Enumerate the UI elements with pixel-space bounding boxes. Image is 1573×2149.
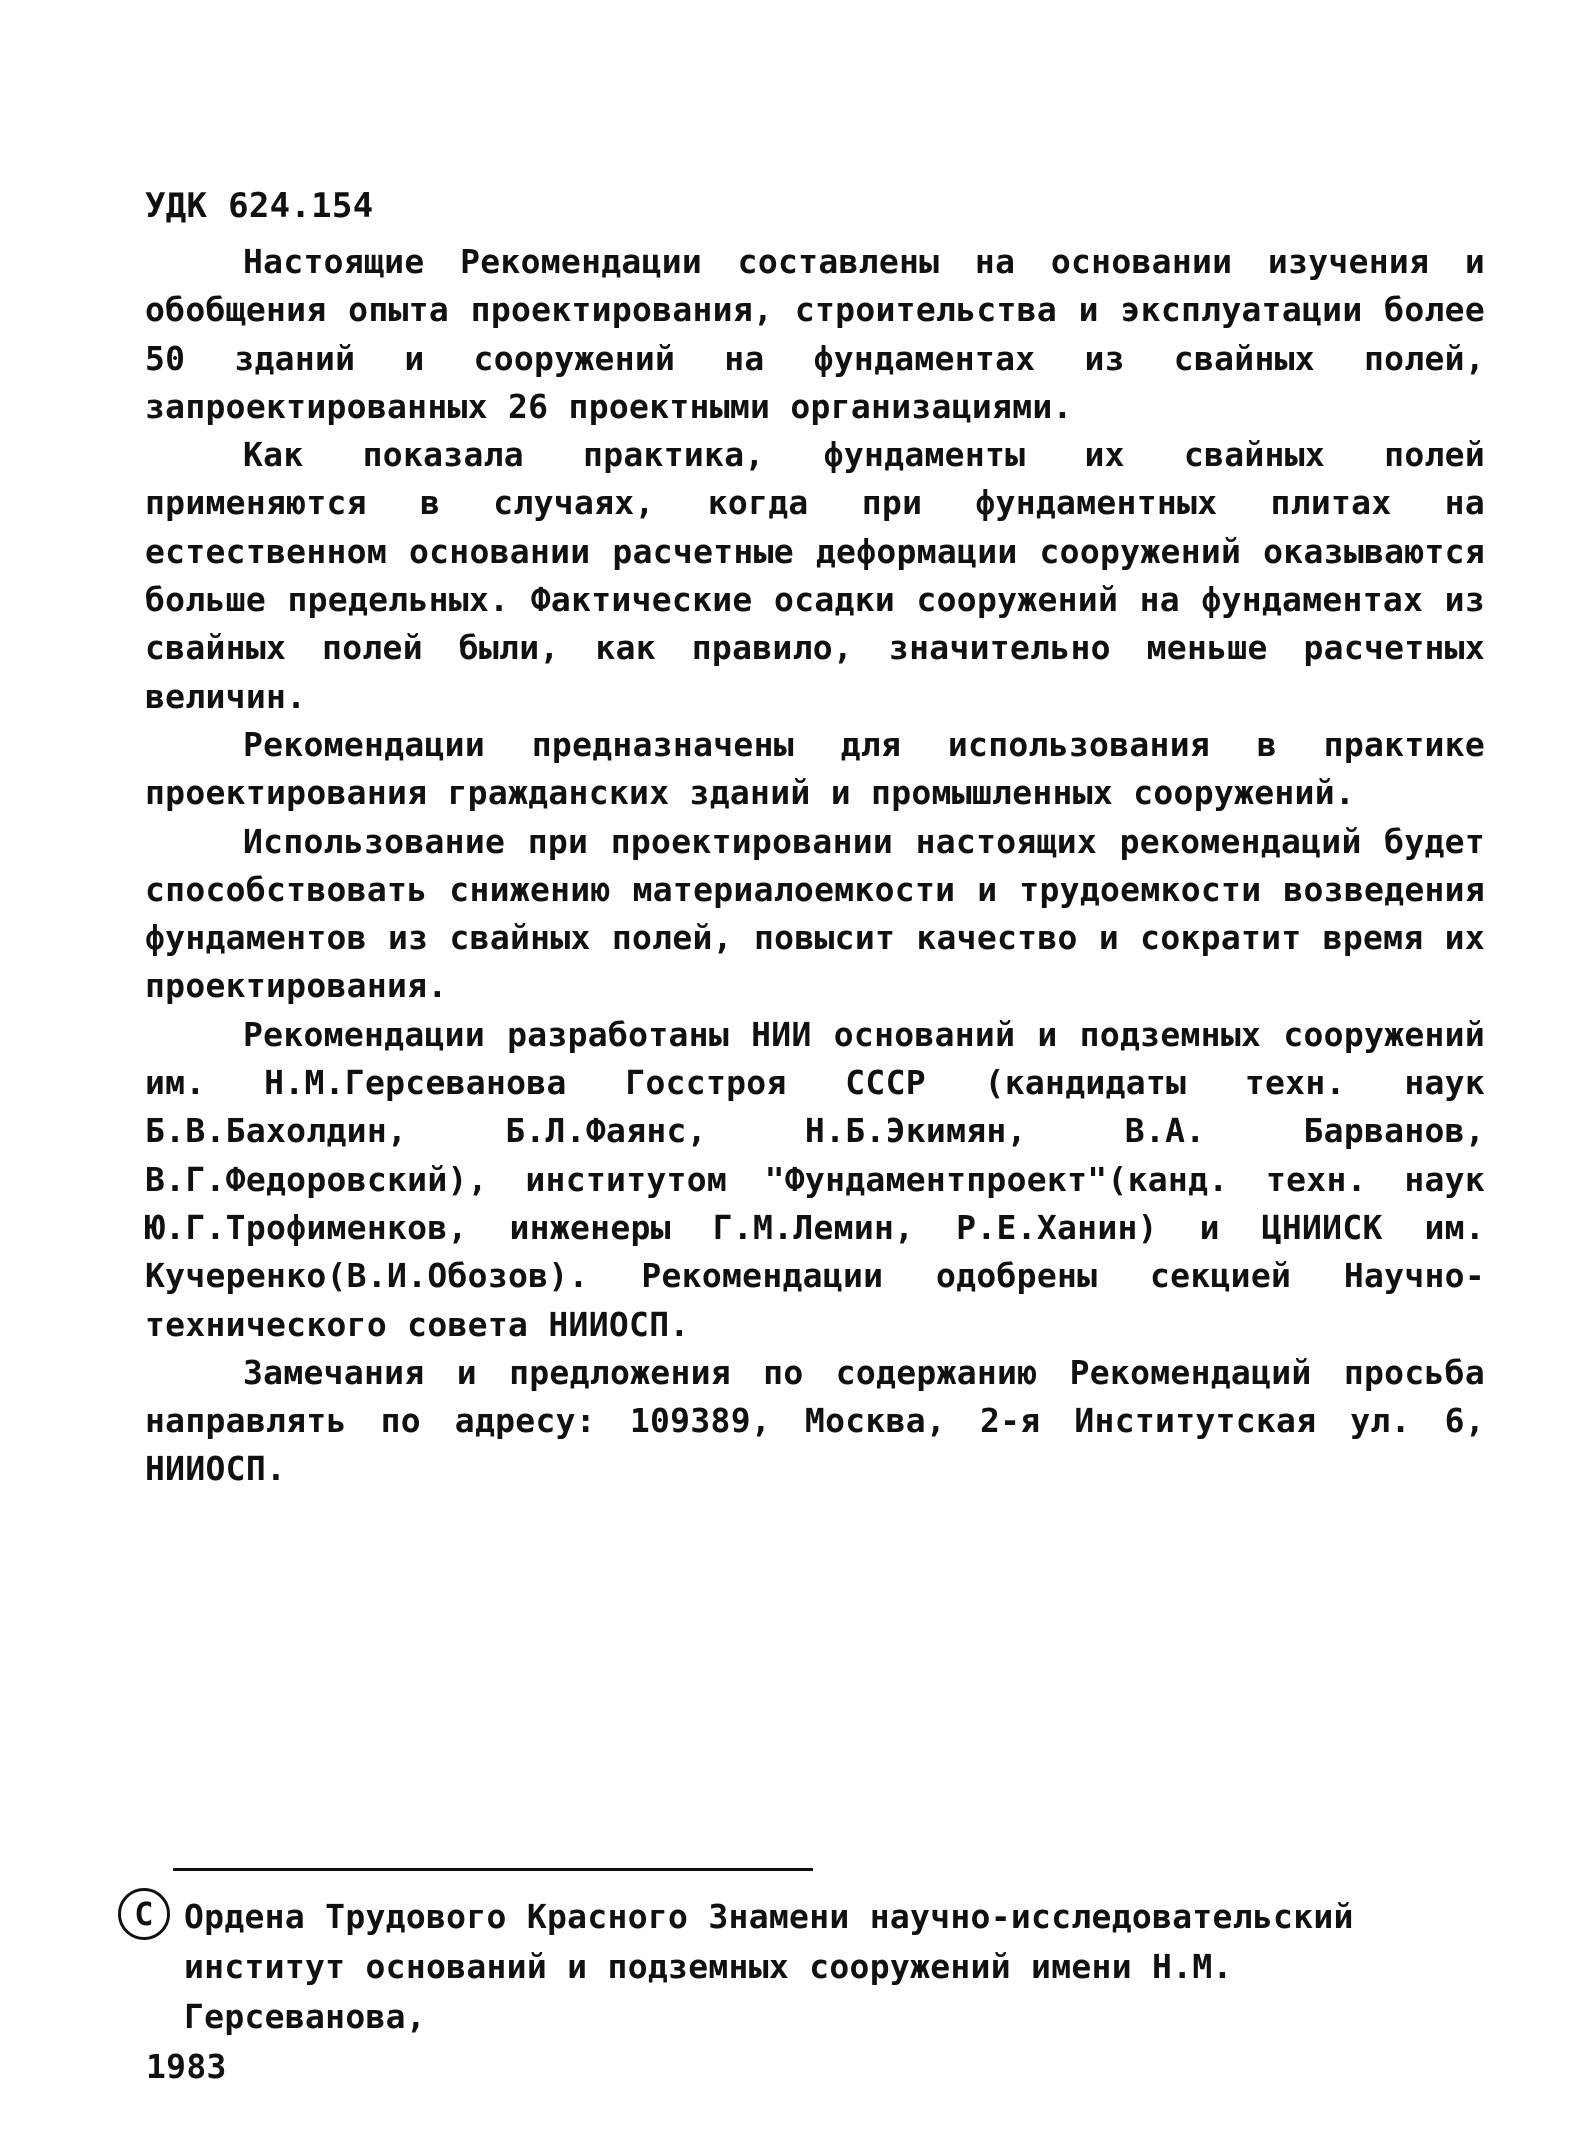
- paragraph-benefits: Использование при проектировании настоящих рекомендаций будет способствовать снижению материалоемкости и трудоемкости возведения фундаментов из свайных полей, повысит качество и сократит время их проектирования.: [145, 821, 1485, 1006]
- udc-code: УДК 624.154: [145, 186, 374, 226]
- copyright-year: 1983: [146, 2047, 227, 2086]
- copyright-text: [146, 1892, 1486, 2092]
- copyright-organization: Ордена Трудового Красного Знамени научно-исследовательский институт оснований и подземных сооружений имени Н.М. Герсеванова,: [184, 1897, 1354, 2036]
- paragraph-practice: Как показала практика, фундаменты их свайных полей применяются в случаях, когда при фундаментных плитах на естественном основании расчетные деформации сооружений оказываются больше предельных. Фактические осадки сооружений на фундаментах из свайных полей были, как правило, значительно меньше расчетных величин.: [145, 435, 1485, 716]
- copyright-icon: С: [118, 1888, 170, 1940]
- paragraph-authors: Рекомендации разработаны НИИ оснований и подземных сооружений им. Н.М.Герсеванова Госстроя СССР (кандидаты техн. наук Б.В.Бахолдин, Б.Л.Фаянс, Н.Б.Экимян, В.А. Барванов, В.Г.Федоровский), институтом "Фундаментпроект"(канд. техн. наук Ю.Г.Трофименков, инженеры Г.М.Лемин, Р.Е.Ханин) и ЦНИИСК им. Кучеренко(В.И.Обозов). Рекомендации одобрены секцией Научно-технического совета НИИОСП.: [145, 1014, 1485, 1344]
- footer-divider: [173, 1868, 813, 1871]
- document-body: [145, 238, 1485, 1494]
- paragraph-contact: Замечания и предложения по содержанию Рекомендаций просьба направлять по адресу: 109389, Москва, 2-я Институтская ул. 6, НИИОСП.: [145, 1352, 1485, 1489]
- paragraph-purpose: Рекомендации предназначены для использования в практике проектирования гражданских зданий и промышленных сооружений.: [145, 724, 1485, 813]
- paragraph-intro: Настоящие Рекомендации составлены на основании изучения и обобщения опыта проектирования, строительства и эксплуатации более 50 зданий и сооружений на фундаментах из свайных полей, запроектированных 26 проектными организациями.: [145, 242, 1485, 426]
